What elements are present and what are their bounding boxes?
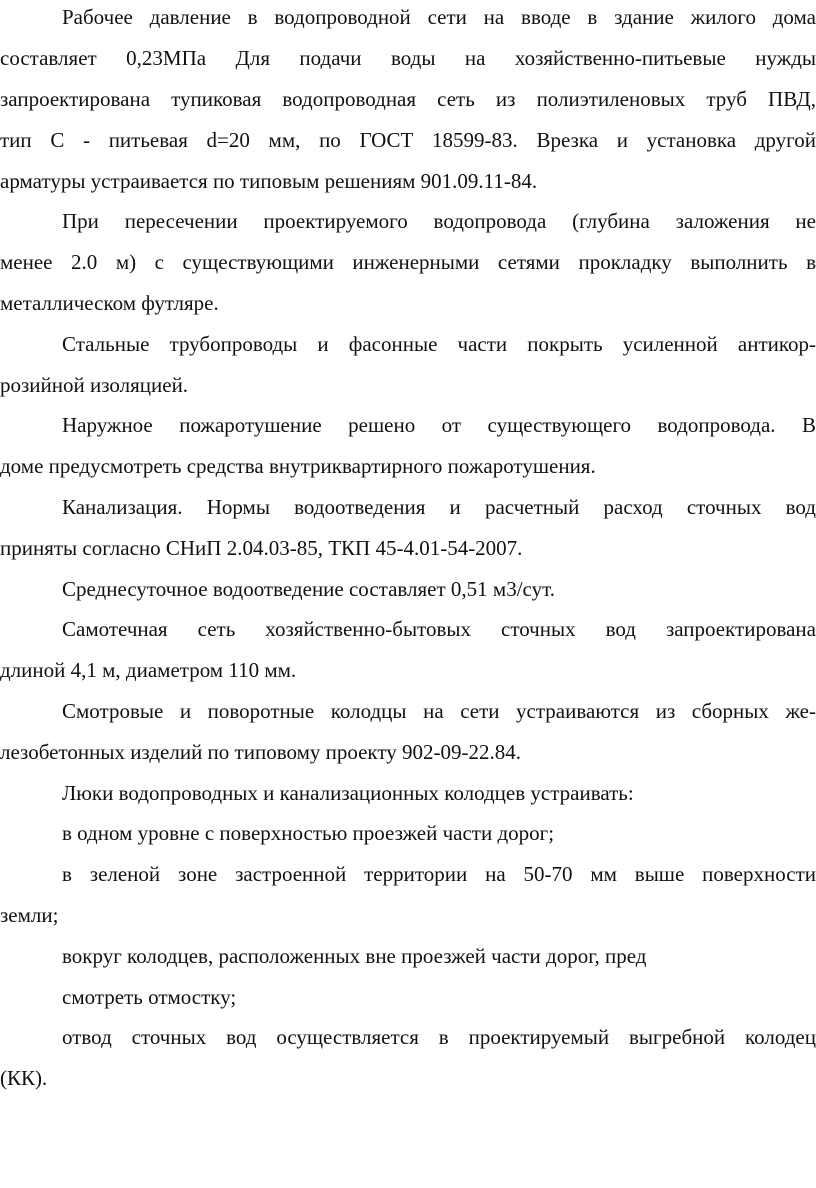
paragraph-line: (КК).	[0, 1066, 48, 1090]
paragraph-line: Люки водопроводных и канализационных колодцев устраивать:	[62, 781, 634, 805]
paragraph-line: в одном уровне с поверхностью проезжей части дорог;	[62, 821, 555, 845]
paragraph-line: отвод сточных вод осуществляется в проектируемый выгребной колодец	[62, 1025, 816, 1049]
paragraph-line: Канализация. Нормы водоотведения и расчетный расход сточных вод	[62, 495, 816, 519]
paragraph-line: менее 2.0 м) с существующими инженерными сетями прокладку выполнить в	[0, 250, 816, 274]
paragraph-line: Наружное пожаротушение решено от существующего водопровода. В	[62, 413, 816, 437]
paragraph-line: Самотечная сеть хозяйственно-бытовых сточных вод запроектирована	[62, 617, 816, 641]
paragraph-line: розийной изоляцией.	[0, 373, 189, 397]
paragraph-line: составляет 0,23МПа Для подачи воды на хозяйственно-питьевые нужды	[0, 46, 816, 70]
paragraph-line: металлическом футляре.	[0, 291, 219, 315]
paragraph-line: Среднесуточное водоотведение составляет 0,51 м3/сут.	[62, 577, 555, 601]
paragraph-line: запроектирована тупиковая водопроводная сеть из полиэтиленовых труб ПВД,	[0, 87, 816, 111]
paragraph-line: доме предусмотреть средства внутриквартирного пожаротушения.	[0, 454, 596, 478]
paragraph-line: длиной 4,1 м, диаметром 110 мм.	[0, 658, 297, 682]
paragraph-line: арматуры устраивается по типовым решениям 901.09.11-84.	[0, 169, 538, 193]
paragraph-line: в зеленой зоне застроенной территории на 50-70 мм выше поверхности	[62, 862, 816, 886]
paragraph-line: вокруг колодцев, расположенных вне проезжей части дорог, пред	[62, 944, 647, 968]
paragraph-line: Стальные трубопроводы и фасонные части покрыть усиленной антикор-	[62, 332, 816, 356]
paragraph-line: Рабочее давление в водопроводной сети на вводе в здание жилого дома	[62, 5, 816, 29]
paragraph-line: тип С - питьевая d=20 мм, по ГОСТ 18599-83. Врезка и установка другой	[0, 128, 816, 152]
paragraph-line: При пересечении проектируемого водопровода (глубина заложения не	[62, 209, 816, 233]
paragraph-line: земли;	[0, 903, 59, 927]
paragraph-line: смотреть отмостку;	[62, 985, 237, 1009]
paragraph-line: Смотровые и поворотные колодцы на сети устраиваются из сборных же-	[62, 699, 816, 723]
paragraph-line: лезобетонных изделий по типовому проекту 902-09-22.84.	[0, 740, 521, 764]
paragraph-line: приняты согласно СНиП 2.04.03-85, ТКП 45-4.01-54-2007.	[0, 536, 523, 560]
